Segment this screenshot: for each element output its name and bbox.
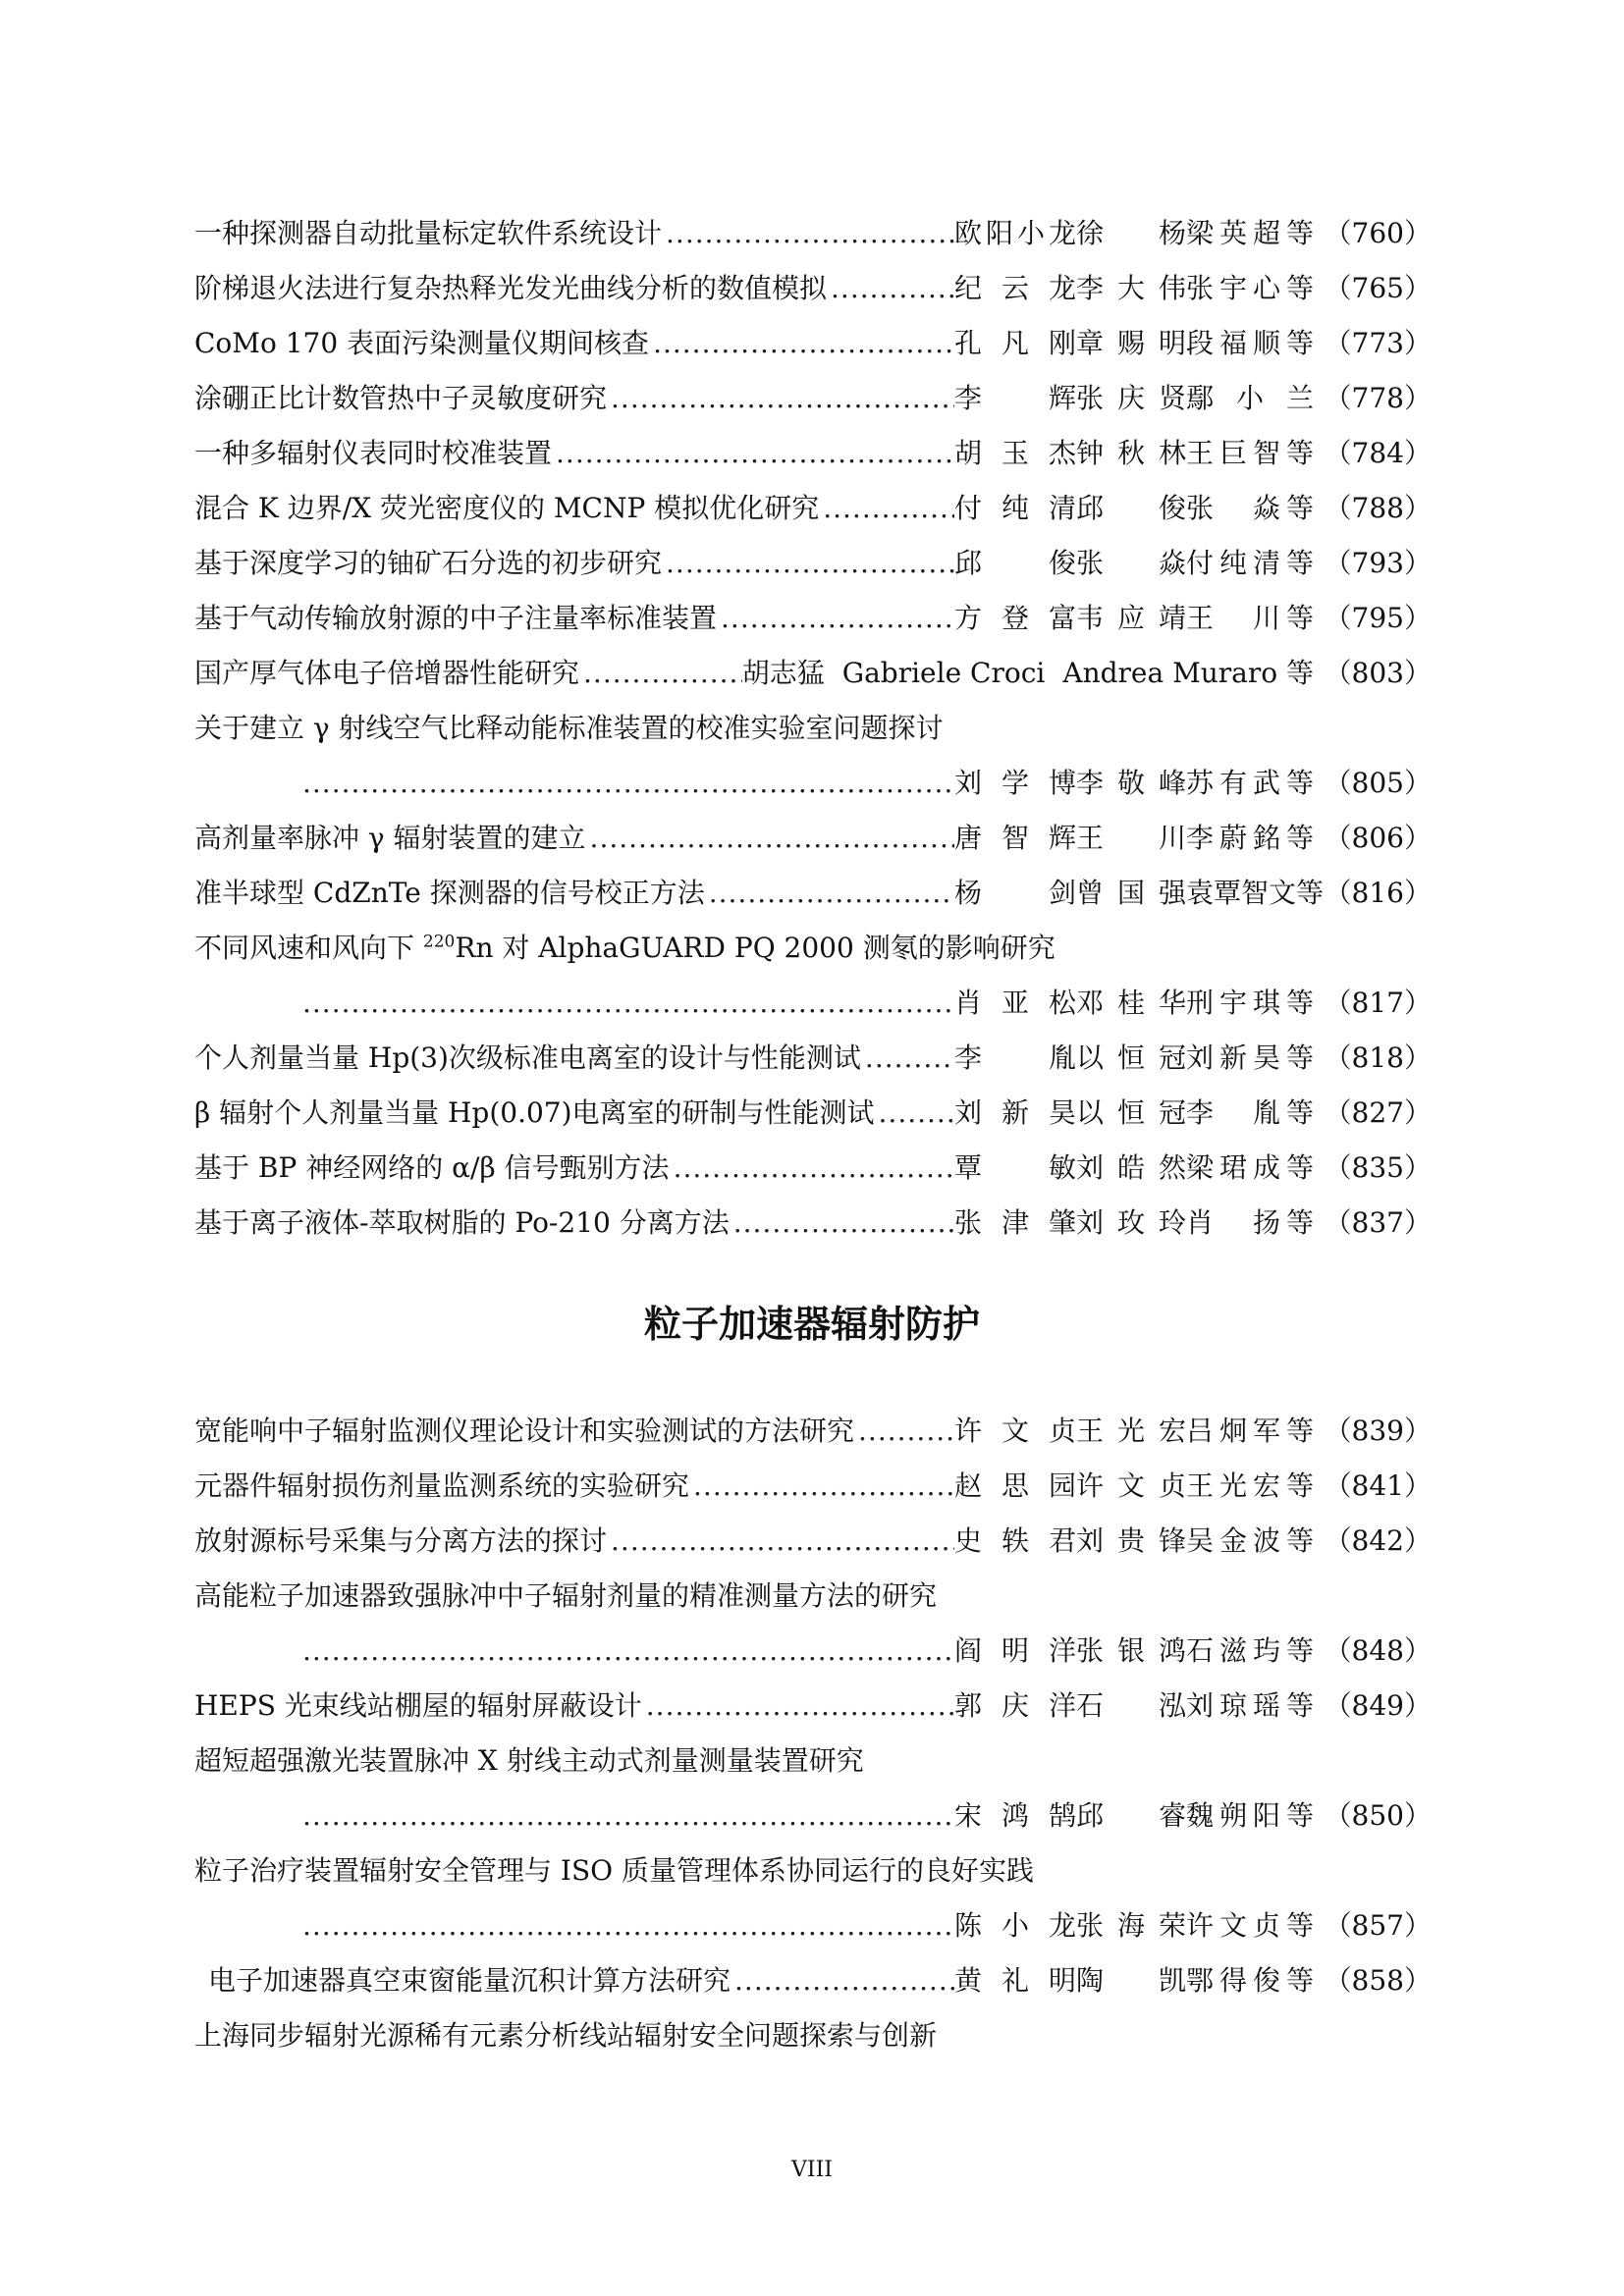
leader-dots	[662, 206, 954, 261]
toc-entry[interactable]: 准半球型 CdZnTe 探测器的信号校正方法 ..... 杨剑 曾国强 袁覃智文等 （816）	[194, 866, 1432, 921]
leader-dots	[827, 261, 954, 316]
toc-entry[interactable]: 基于离子液体-萃取树脂的 Po-210 分离方法 ..... 张津肇 刘玫玲 肖 扬等 （837）	[194, 1196, 1432, 1251]
toc-entry[interactable]: 宽能响中子辐射监测仪理论设计和实验测试的方法研究 ..... 许文贞 王光宏 吕炯军等 （839）	[194, 1404, 1432, 1459]
toc-entry[interactable]: 一种多辐射仪表同时校准装置 ..... 胡玉杰 钟秋林 王巨智等 （784）	[194, 426, 1432, 481]
leader-dots	[861, 1031, 954, 1086]
leader-dots	[579, 646, 742, 701]
toc-entry-author-line[interactable]: ..... 陈小龙 张海荣 许文贞等 （857）	[194, 1898, 1432, 1953]
toc-entry[interactable]: β 辐射个人剂量当量 Hp(0.07)电离室的研制与性能测试 ..... 刘新昊 以恒冠 李 胤等 （827）	[194, 1086, 1432, 1141]
toc-entry[interactable]: HEPS 光束线站棚屋的辐射屏蔽设计 ..... 郭庆洋 石 泓 刘琼瑶等 （849）	[194, 1679, 1432, 1734]
leader-dots	[854, 1404, 954, 1459]
leader-dots	[730, 1196, 954, 1251]
toc-entry[interactable]: 基于气动传输放射源的中子注量率标准装置 ..... 方登富 韦应靖 王 川等 （795）	[194, 591, 1432, 646]
leader-dots	[194, 1789, 954, 1843]
toc-entry[interactable]: CoMo 170 表面污染测量仪期间核查 ..... 孔凡刚 章赐明 段福顺等 （773）	[194, 316, 1432, 371]
toc-entry[interactable]: 基于 BP 神经网络的 α/β 信号甄别方法 ..... 覃 敏 刘皓然 梁珺成等 （835）	[194, 1141, 1432, 1196]
leader-dots	[731, 1953, 954, 2008]
leader-dots	[717, 591, 954, 646]
toc-entry-title-line[interactable]: 超短超强激光装置脉冲 X 射线主动式剂量测量装置研究	[194, 1744, 864, 1777]
toc-entry-title-line[interactable]: 上海同步辐射光源稀有元素分析线站辐射安全问题探索与创新	[194, 2019, 938, 2052]
toc-entry[interactable]: 一种探测器自动批量标定软件系统设计 ..... 欧阳小龙 徐 杨 梁英超等 （760）	[194, 206, 1432, 261]
toc-entry[interactable]: 元器件辐射损伤剂量监测系统的实验研究 ..... 赵思园 许文贞 王光宏等 （841）	[194, 1459, 1432, 1514]
toc-entry-author-line[interactable]: ..... 肖亚松 邓桂华 刑宇琪等 （817）	[194, 976, 1432, 1031]
leader-dots	[194, 1898, 954, 1953]
toc-entry-title-line[interactable]: 不同风速和风向下 $^{220}$Rn 对 AlphaGUARD PQ 2000 测氡的影响研究	[194, 932, 1056, 964]
toc-entry[interactable]: 阶梯退火法进行复杂热释光发光曲线分析的数值模拟 ..... 纪云龙 李大伟 张宇心等 （765）	[194, 261, 1432, 316]
leader-dots	[194, 1624, 954, 1679]
leader-dots	[607, 1514, 954, 1569]
toc-entry[interactable]: 个人剂量当量 Hp(3)次级标准电离室的设计与性能测试 ..... 李 胤 以恒冠 刘新昊等 （818）	[194, 1031, 1432, 1086]
toc-entry-author-line[interactable]: ..... 宋鸿鹄 邱 睿 魏朔阳等 （850）	[194, 1789, 1432, 1843]
leader-dots	[552, 426, 954, 481]
toc-entry[interactable]: 混合 K 边界/X 荧光密度仪的 MCNP 模拟优化研究 ..... 付纯清 邱 俊 张 焱等 （788）	[194, 481, 1432, 536]
leader-dots	[662, 536, 954, 591]
toc-entry[interactable]: 国产厚气体电子倍增器性能研究 ..... 胡志猛 Gabriele Croci Andrea Muraro 等 （803）	[194, 646, 1432, 701]
toc-entry[interactable]: 放射源标号采集与分离方法的探讨 ..... 史轶君 刘贵锋 吴金波等 （842）	[194, 1514, 1432, 1569]
toc-entry[interactable]: 高剂量率脉冲 γ 辐射装置的建立 ..... 唐智辉 王 川 李蔚銘等 （806）	[194, 811, 1432, 866]
leader-dots	[642, 1679, 954, 1734]
leader-dots	[819, 481, 954, 536]
leader-dots	[875, 1086, 954, 1141]
page-number: VIII	[791, 2158, 833, 2182]
leader-dots	[586, 811, 954, 866]
toc-entry-title-line[interactable]: 关于建立 γ 射线空气比释动能标准装置的校准实验室问题探讨	[194, 712, 944, 744]
leader-dots	[607, 371, 954, 426]
section-heading: 粒子加速器辐射防护	[643, 1303, 980, 1346]
toc-entry[interactable]: 电子加速器真空束窗能量沉积计算方法研究 ..... 黄礼明 陶 凯 鄂得俊等 （858）	[194, 1953, 1432, 2008]
leader-dots	[194, 976, 954, 1031]
leader-dots	[689, 1459, 954, 1514]
leader-dots	[649, 316, 954, 371]
toc-entry-author-line[interactable]: ..... 刘学博 李敬峰 苏有武等 （805）	[194, 756, 1432, 811]
toc-section-1	[194, 206, 1432, 1251]
toc-entry[interactable]: 基于深度学习的铀矿石分选的初步研究 ..... 邱 俊 张 焱 付纯清等 （793）	[194, 536, 1432, 591]
toc-entry-author-line[interactable]: ..... 阎明洋 张银鸿 石滋玙等 （848）	[194, 1624, 1432, 1679]
toc-section-2	[194, 1404, 1432, 2063]
leader-dots	[705, 866, 954, 921]
leader-dots	[194, 756, 954, 811]
toc-entry[interactable]: 涂硼正比计数管热中子灵敏度研究 ..... 李 辉 张庆贤 鄢小兰 （778）	[194, 371, 1432, 426]
leader-dots	[670, 1141, 954, 1196]
toc-entry-title-line[interactable]: 高能粒子加速器致强脉冲中子辐射剂量的精准测量方法的研究	[194, 1579, 938, 1612]
toc-entry-title-line[interactable]: 粒子治疗装置辐射安全管理与 ISO 质量管理体系协同运行的良好实践	[194, 1854, 1035, 1887]
